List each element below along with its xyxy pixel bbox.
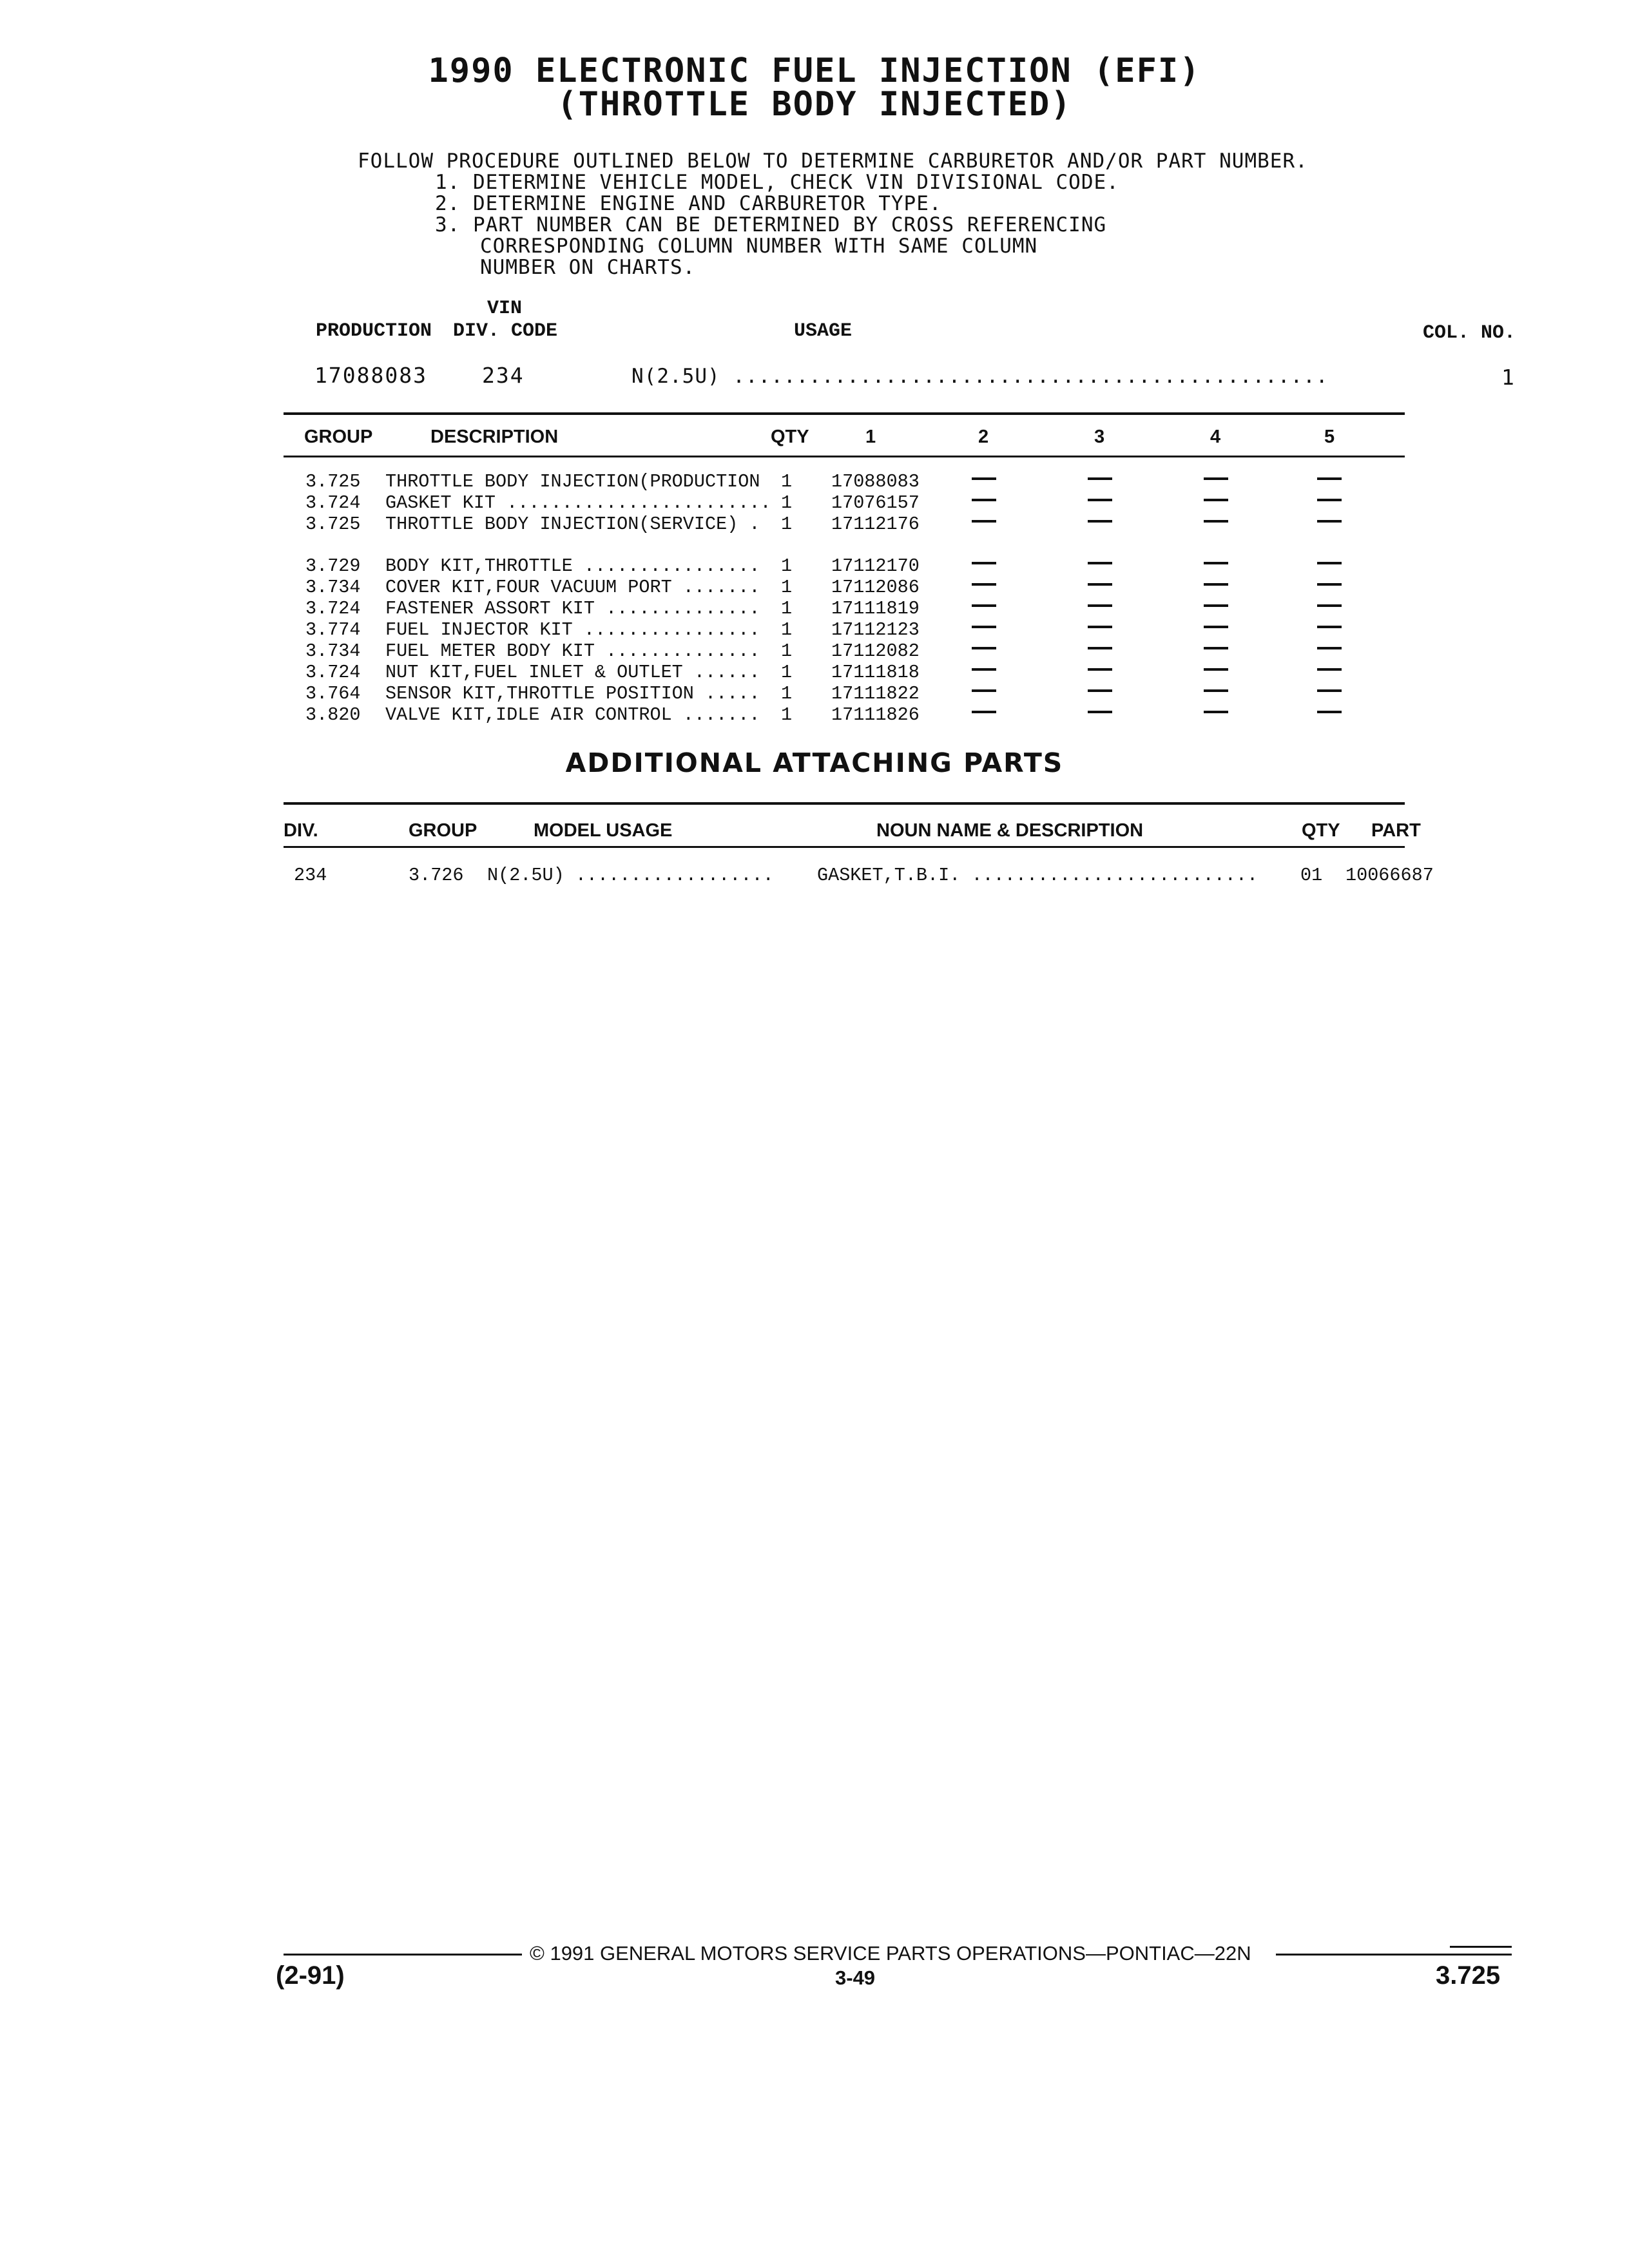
- empty-cell-dash: [972, 604, 996, 607]
- empty-cell-dash: [1088, 689, 1112, 692]
- empty-cell-dash: [972, 520, 996, 523]
- col-no-header: COL. NO.: [1423, 322, 1516, 344]
- row-qty: 1: [781, 662, 793, 683]
- row-description: THROTTLE BODY INJECTION(PRODUCTION: [385, 471, 760, 492]
- empty-cell-dash: [1317, 647, 1342, 649]
- row-part-number: 10066687: [1345, 865, 1434, 886]
- vin-header-top: VIN: [487, 298, 523, 320]
- qty-header: QTY: [1302, 820, 1340, 841]
- empty-cell-dash: [972, 499, 996, 501]
- empty-cell-dash: [972, 711, 996, 713]
- row-part-number: 17112176: [831, 514, 920, 535]
- noun-description-header: NOUN NAME & DESCRIPTION: [876, 820, 1144, 841]
- empty-cell-dash: [1088, 604, 1112, 607]
- page-subtitle: (THROTTLE BODY INJECTED): [557, 85, 1072, 124]
- copyright-text: © 1991 GENERAL MOTORS SERVICE PARTS OPERATIONS—PONTIAC—22N: [530, 1942, 1251, 1965]
- empty-cell-dash: [1317, 499, 1342, 501]
- empty-cell-dash: [972, 668, 996, 671]
- footer-rule-right: [1276, 1954, 1512, 1956]
- row-part-number: 17112082: [831, 640, 920, 662]
- empty-cell-dash: [1317, 583, 1342, 586]
- empty-cell-dash: [1317, 668, 1342, 671]
- row-part-number: 17111822: [831, 683, 920, 704]
- empty-cell-dash: [1088, 711, 1112, 713]
- empty-cell-dash: [1204, 626, 1228, 628]
- empty-cell-dash: [1088, 562, 1112, 564]
- column-3-header: 3: [1094, 427, 1105, 447]
- empty-cell-dash: [1088, 647, 1112, 649]
- row-group: 3.725: [305, 514, 361, 535]
- row-group: 3.724: [305, 492, 361, 514]
- instruction-step: 2. DETERMINE ENGINE AND CARBURETOR TYPE.: [435, 192, 942, 215]
- row-part-number: 17076157: [831, 492, 920, 514]
- empty-cell-dash: [1204, 499, 1228, 501]
- empty-cell-dash: [1088, 626, 1112, 628]
- row-description: FASTENER ASSORT KIT ..............: [385, 598, 760, 619]
- instructions-intro: FOLLOW PROCEDURE OUTLINED BELOW TO DETERMINE CARBURETOR AND/OR PART NUMBER.: [358, 149, 1308, 173]
- footer-rule-accent: [1450, 1946, 1512, 1948]
- row-group: 3.724: [305, 598, 361, 619]
- row-qty: 1: [781, 514, 793, 535]
- empty-cell-dash: [972, 647, 996, 649]
- row-description: THROTTLE BODY INJECTION(SERVICE) .: [385, 514, 760, 535]
- row-group: 3.774: [305, 619, 361, 640]
- part-header: PART: [1371, 820, 1421, 841]
- additional-top-rule: [284, 802, 1405, 805]
- row-qty: 1: [781, 598, 793, 619]
- empty-cell-dash: [972, 583, 996, 586]
- page-number: 3-49: [835, 1966, 876, 1989]
- usage-header: USAGE: [794, 320, 853, 342]
- empty-cell-dash: [1088, 583, 1112, 586]
- revision-date: (2-91): [276, 1961, 345, 1990]
- empty-cell-dash: [1204, 583, 1228, 586]
- empty-cell-dash: [1317, 520, 1342, 523]
- section-number: 3.725: [1436, 1961, 1501, 1990]
- footer-rule-left: [284, 1954, 522, 1956]
- empty-cell-dash: [972, 477, 996, 480]
- empty-cell-dash: [1317, 711, 1342, 713]
- description-header: DESCRIPTION: [430, 427, 559, 447]
- instruction-step-continued: CORRESPONDING COLUMN NUMBER WITH SAME COLUMN: [480, 235, 1038, 258]
- column-5-header: 5: [1324, 427, 1335, 447]
- additional-header-rule: [284, 846, 1405, 848]
- empty-cell-dash: [1317, 562, 1342, 564]
- row-group: 3.820: [305, 704, 361, 726]
- row-group: 3.734: [305, 640, 361, 662]
- row-group: 3.764: [305, 683, 361, 704]
- row-group: 3.729: [305, 555, 361, 577]
- row-qty: 1: [781, 577, 793, 598]
- row-description: GASKET KIT ........................: [385, 492, 771, 514]
- table-header-rule: [284, 456, 1405, 457]
- empty-cell-dash: [1204, 711, 1228, 713]
- column-2-header: 2: [978, 427, 989, 447]
- page-title: 1990 ELECTRONIC FUEL INJECTION (EFI): [428, 52, 1201, 90]
- row-qty: 01: [1300, 865, 1323, 886]
- row-part-number: 17111826: [831, 704, 920, 726]
- vin-div-code: 234: [482, 363, 525, 388]
- empty-cell-dash: [1204, 647, 1228, 649]
- row-description: COVER KIT,FOUR VACUUM PORT .......: [385, 577, 760, 598]
- empty-cell-dash: [1317, 626, 1342, 628]
- group-header: GROUP: [304, 427, 373, 447]
- row-qty: 1: [781, 640, 793, 662]
- row-part-number: 17112123: [831, 619, 920, 640]
- row-model-usage: N(2.5U) ..................: [487, 865, 774, 886]
- row-part-number: 17111818: [831, 662, 920, 683]
- group-header: GROUP: [409, 820, 477, 841]
- instruction-step: 3. PART NUMBER CAN BE DETERMINED BY CROSS REFERENCING: [435, 213, 1107, 236]
- row-div: 234: [294, 865, 327, 886]
- row-qty: 1: [781, 492, 793, 514]
- production-header: PRODUCTION: [316, 320, 432, 342]
- vin-header-bottom: DIV. CODE: [453, 320, 558, 342]
- row-group: 3.724: [305, 662, 361, 683]
- empty-cell-dash: [1204, 604, 1228, 607]
- row-description: FUEL METER BODY KIT ..............: [385, 640, 760, 662]
- row-description: BODY KIT,THROTTLE ................: [385, 555, 760, 577]
- div-header: DIV.: [284, 820, 318, 841]
- instruction-step: 1. DETERMINE VEHICLE MODEL, CHECK VIN DIVISIONAL CODE.: [435, 171, 1119, 194]
- row-part-number: 17088083: [831, 471, 920, 492]
- empty-cell-dash: [1317, 477, 1342, 480]
- empty-cell-dash: [1204, 668, 1228, 671]
- additional-parts-heading: ADDITIONAL ATTACHING PARTS: [565, 747, 1064, 778]
- empty-cell-dash: [1317, 689, 1342, 692]
- row-qty: 1: [781, 619, 793, 640]
- empty-cell-dash: [972, 626, 996, 628]
- empty-cell-dash: [1088, 477, 1112, 480]
- row-description: NUT KIT,FUEL INLET & OUTLET ......: [385, 662, 760, 683]
- table-top-rule: [284, 412, 1405, 415]
- instruction-step-continued: NUMBER ON CHARTS.: [480, 256, 696, 279]
- empty-cell-dash: [972, 562, 996, 564]
- column-1-header: 1: [865, 427, 876, 447]
- empty-cell-dash: [972, 689, 996, 692]
- row-part-number: 17112170: [831, 555, 920, 577]
- empty-cell-dash: [1088, 520, 1112, 523]
- row-qty: 1: [781, 471, 793, 492]
- row-group: 3.734: [305, 577, 361, 598]
- empty-cell-dash: [1088, 668, 1112, 671]
- row-group: 3.726: [409, 865, 464, 886]
- empty-cell-dash: [1204, 689, 1228, 692]
- empty-cell-dash: [1317, 604, 1342, 607]
- row-qty: 1: [781, 555, 793, 577]
- row-qty: 1: [781, 683, 793, 704]
- qty-header: QTY: [771, 427, 809, 447]
- row-description: FUEL INJECTOR KIT ................: [385, 619, 760, 640]
- col-no-value: 1: [1501, 365, 1516, 390]
- row-part-number: 17112086: [831, 577, 920, 598]
- production-number: 17088083: [314, 363, 427, 388]
- row-noun-description: GASKET,T.B.I. ..........................: [817, 865, 1258, 886]
- row-description: VALVE KIT,IDLE AIR CONTROL .......: [385, 704, 760, 726]
- row-part-number: 17111819: [831, 598, 920, 619]
- empty-cell-dash: [1088, 499, 1112, 501]
- column-4-header: 4: [1210, 427, 1221, 447]
- empty-cell-dash: [1204, 477, 1228, 480]
- row-group: 3.725: [305, 471, 361, 492]
- usage-value: N(2.5U) ...............................................: [631, 365, 1329, 388]
- model-usage-header: MODEL USAGE: [534, 820, 673, 841]
- row-qty: 1: [781, 704, 793, 726]
- empty-cell-dash: [1204, 562, 1228, 564]
- row-description: SENSOR KIT,THROTTLE POSITION .....: [385, 683, 760, 704]
- empty-cell-dash: [1204, 520, 1228, 523]
